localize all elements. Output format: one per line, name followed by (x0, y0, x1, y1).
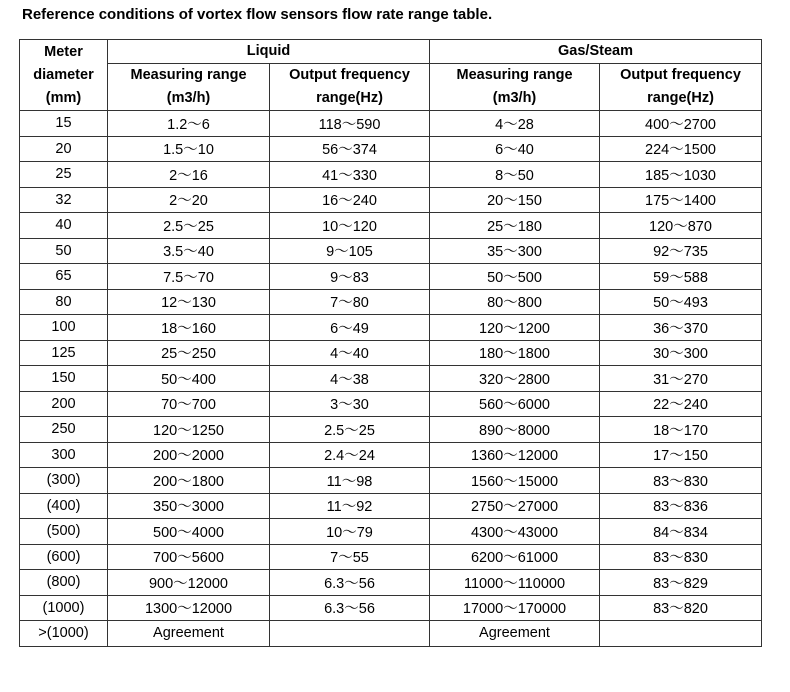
cell-liquid-measuring-range: 1.5～10 (108, 136, 270, 162)
flow-rate-table (19, 39, 762, 647)
cell-liquid-measuring-range: 25～250 (108, 340, 270, 366)
cell-gas-measuring-range: 890～8000 (430, 417, 600, 443)
cell-liquid-measuring-range: 120～1250 (108, 417, 270, 443)
table-row (20, 468, 762, 494)
cell-diameter: (500) (20, 519, 108, 545)
cell-gas-output-frequency: 400～2700 (600, 111, 762, 137)
table-row (20, 391, 762, 417)
table-row (20, 519, 762, 545)
cell-gas-measuring-range: 25～180 (430, 213, 600, 239)
cell-gas-measuring-range: 320～2800 (430, 366, 600, 392)
cell-diameter: (800) (20, 570, 108, 596)
cell-diameter: (400) (20, 493, 108, 519)
cell-liquid-measuring-range: 12～130 (108, 289, 270, 315)
cell-gas-measuring-range: 17000～170000 (430, 595, 600, 621)
cell-liquid-output-frequency: 2.4～24 (270, 442, 430, 468)
cell-gas-measuring-range: 1560～15000 (430, 468, 600, 494)
cell-diameter: 15 (20, 111, 108, 137)
cell-gas-output-frequency: 83～830 (600, 468, 762, 494)
cell-gas-output-frequency: 92～735 (600, 238, 762, 264)
cell-gas-output-frequency: 83～830 (600, 544, 762, 570)
cell-liquid-output-frequency: 10～120 (270, 213, 430, 239)
cell-gas-measuring-range: Agreement (430, 621, 600, 647)
cell-liquid-output-frequency: 41～330 (270, 162, 430, 188)
cell-diameter: (300) (20, 468, 108, 494)
cell-diameter: 50 (20, 238, 108, 264)
cell-gas-measuring-range: 20～150 (430, 187, 600, 213)
cell-gas-measuring-range: 50～500 (430, 264, 600, 290)
cell-liquid-measuring-range: 2～20 (108, 187, 270, 213)
cell-diameter: 80 (20, 289, 108, 315)
table-row (20, 595, 762, 621)
cell-diameter: 32 (20, 187, 108, 213)
cell-liquid-measuring-range: 70～700 (108, 391, 270, 417)
cell-liquid-measuring-range: 900～12000 (108, 570, 270, 596)
cell-gas-measuring-range: 4～28 (430, 111, 600, 137)
table-row (20, 264, 762, 290)
cell-gas-measuring-range: 35～300 (430, 238, 600, 264)
cell-liquid-output-frequency: 10～79 (270, 519, 430, 545)
cell-diameter: 100 (20, 315, 108, 341)
header-liquid-measuring-range: Measuring range (m3/h) (108, 64, 270, 111)
table-row (20, 493, 762, 519)
cell-gas-output-frequency: 17～150 (600, 442, 762, 468)
table-title: Reference conditions of vortex flow sensors flow rate range table. (22, 6, 493, 23)
cell-liquid-measuring-range: 1.2～6 (108, 111, 270, 137)
table-row (20, 315, 762, 341)
header-liquid-output-frequency: Output frequency range(Hz) (270, 64, 430, 111)
cell-liquid-output-frequency: 4～38 (270, 366, 430, 392)
cell-diameter: 200 (20, 391, 108, 417)
cell-gas-output-frequency: 18～170 (600, 417, 762, 443)
table-row (20, 442, 762, 468)
cell-gas-measuring-range: 1360～12000 (430, 442, 600, 468)
cell-liquid-measuring-range: 700～5600 (108, 544, 270, 570)
table-row (20, 213, 762, 239)
header-gas-output-frequency: Output frequency range(Hz) (600, 64, 762, 111)
cell-gas-output-frequency: 84～834 (600, 519, 762, 545)
cell-liquid-output-frequency: 9～83 (270, 264, 430, 290)
cell-diameter: 20 (20, 136, 108, 162)
table-row (20, 187, 762, 213)
cell-liquid-output-frequency: 7～80 (270, 289, 430, 315)
cell-gas-output-frequency: 50～493 (600, 289, 762, 315)
cell-gas-measuring-range: 80～800 (430, 289, 600, 315)
cell-gas-measuring-range: 6200～61000 (430, 544, 600, 570)
cell-liquid-output-frequency (270, 621, 430, 647)
cell-liquid-output-frequency: 6.3～56 (270, 570, 430, 596)
cell-liquid-output-frequency: 6～49 (270, 315, 430, 341)
table-body (20, 111, 762, 647)
cell-liquid-measuring-range: 2.5～25 (108, 213, 270, 239)
cell-liquid-measuring-range: 200～2000 (108, 442, 270, 468)
cell-gas-output-frequency: 224～1500 (600, 136, 762, 162)
cell-liquid-output-frequency: 2.5～25 (270, 417, 430, 443)
cell-diameter: 25 (20, 162, 108, 188)
cell-liquid-output-frequency: 11～98 (270, 468, 430, 494)
table-row (20, 621, 762, 647)
cell-liquid-output-frequency: 3～30 (270, 391, 430, 417)
table-row (20, 136, 762, 162)
cell-liquid-measuring-range: 18～160 (108, 315, 270, 341)
cell-gas-measuring-range: 8～50 (430, 162, 600, 188)
cell-liquid-measuring-range: 200～1800 (108, 468, 270, 494)
header-liquid: Liquid (108, 40, 430, 64)
cell-liquid-measuring-range: 2～16 (108, 162, 270, 188)
table-row (20, 417, 762, 443)
header-gas-steam: Gas/Steam (430, 40, 762, 64)
cell-liquid-measuring-range: 7.5～70 (108, 264, 270, 290)
cell-gas-output-frequency: 36～370 (600, 315, 762, 341)
cell-diameter: 40 (20, 213, 108, 239)
cell-liquid-measuring-range: Agreement (108, 621, 270, 647)
table-row (20, 289, 762, 315)
cell-diameter: 300 (20, 442, 108, 468)
cell-gas-output-frequency: 175～1400 (600, 187, 762, 213)
cell-gas-measuring-range: 11000～110000 (430, 570, 600, 596)
cell-liquid-output-frequency: 11～92 (270, 493, 430, 519)
cell-liquid-output-frequency: 16～240 (270, 187, 430, 213)
cell-gas-output-frequency (600, 621, 762, 647)
cell-diameter: 65 (20, 264, 108, 290)
cell-gas-measuring-range: 120～1200 (430, 315, 600, 341)
cell-diameter: >(1000) (20, 621, 108, 647)
header-gas-measuring-range: Measuring range (m3/h) (430, 64, 600, 111)
cell-gas-output-frequency: 31～270 (600, 366, 762, 392)
cell-liquid-measuring-range: 350～3000 (108, 493, 270, 519)
cell-gas-output-frequency: 185～1030 (600, 162, 762, 188)
cell-liquid-output-frequency: 9～105 (270, 238, 430, 264)
cell-liquid-measuring-range: 500～4000 (108, 519, 270, 545)
cell-liquid-output-frequency: 118～590 (270, 111, 430, 137)
cell-liquid-output-frequency: 56～374 (270, 136, 430, 162)
cell-diameter: 125 (20, 340, 108, 366)
cell-gas-output-frequency: 59～588 (600, 264, 762, 290)
cell-diameter: (1000) (20, 595, 108, 621)
table-row (20, 544, 762, 570)
table-row (20, 238, 762, 264)
cell-liquid-output-frequency: 4～40 (270, 340, 430, 366)
cell-gas-measuring-range: 4300～43000 (430, 519, 600, 545)
cell-gas-measuring-range: 2750～27000 (430, 493, 600, 519)
cell-gas-measuring-range: 560～6000 (430, 391, 600, 417)
cell-gas-output-frequency: 30～300 (600, 340, 762, 366)
cell-gas-measuring-range: 180～1800 (430, 340, 600, 366)
cell-liquid-output-frequency: 7～55 (270, 544, 430, 570)
cell-liquid-output-frequency: 6.3～56 (270, 595, 430, 621)
table-row (20, 570, 762, 596)
table-row (20, 162, 762, 188)
cell-gas-output-frequency: 83～820 (600, 595, 762, 621)
cell-liquid-measuring-range: 1300～12000 (108, 595, 270, 621)
cell-gas-output-frequency: 120～870 (600, 213, 762, 239)
cell-gas-output-frequency: 83～836 (600, 493, 762, 519)
table-row (20, 366, 762, 392)
table-row (20, 340, 762, 366)
cell-liquid-measuring-range: 3.5～40 (108, 238, 270, 264)
header-meter-diameter: Meter diameter (mm) (20, 40, 108, 111)
cell-diameter: 150 (20, 366, 108, 392)
cell-gas-measuring-range: 6～40 (430, 136, 600, 162)
cell-diameter: (600) (20, 544, 108, 570)
cell-gas-output-frequency: 83～829 (600, 570, 762, 596)
cell-liquid-measuring-range: 50～400 (108, 366, 270, 392)
cell-diameter: 250 (20, 417, 108, 443)
table-row (20, 111, 762, 137)
cell-gas-output-frequency: 22～240 (600, 391, 762, 417)
